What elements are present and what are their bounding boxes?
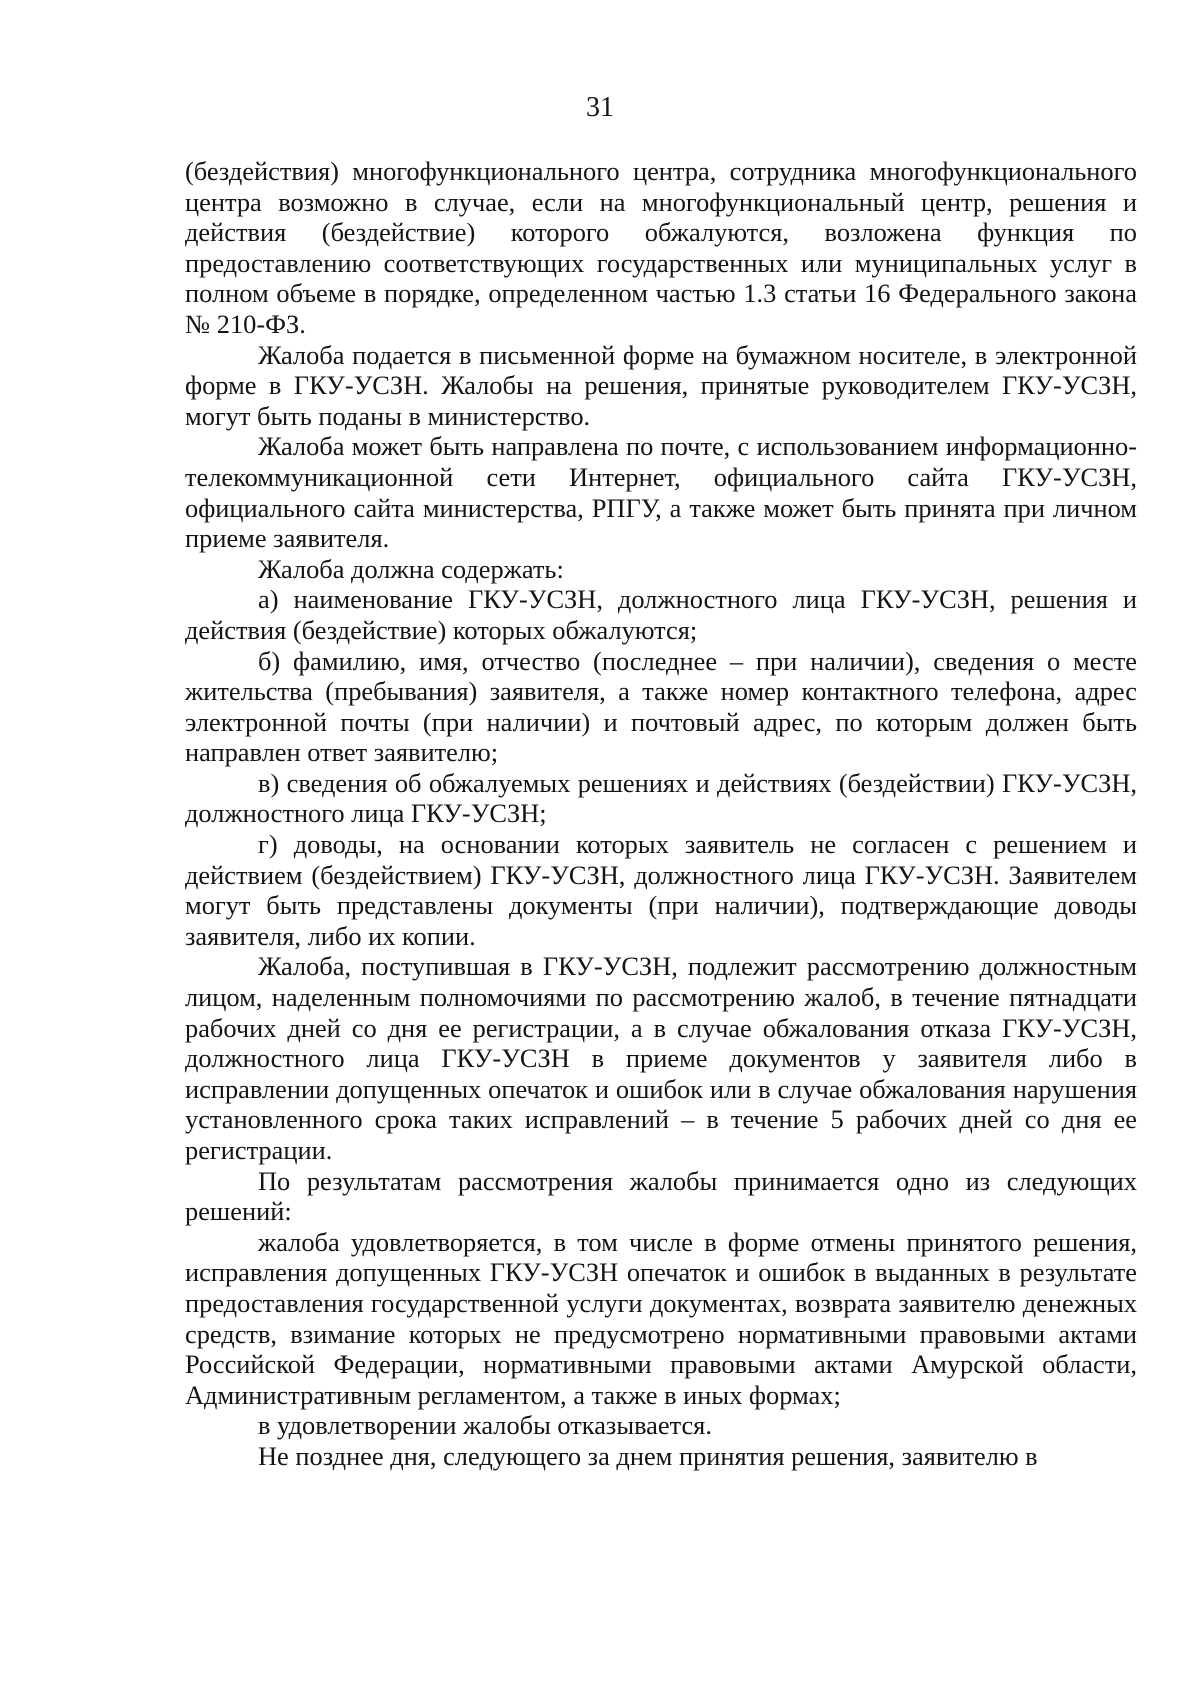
paragraph: Жалоба подается в письменной форме на бумажном носителе, в электронной форме в ГКУ-УСЗН. Жалобы на решения, принятые руководителем ГКУ-УСЗН, могут быть поданы в министерство. — [185, 339, 1137, 431]
paragraph: жалоба удовлетворяется, в том числе в форме отмены принятого решения, исправления допущенных ГКУ-УСЗН опечаток и ошибок в выданных в результате предоставления государственной услуги документах, возврата заявителю денежных средств, взимание которых не предусмотрено нормативными правовыми актами Российской Федерации, нормативными правовыми актами Амурской области, Административным регламентом, а также в иных формах; — [185, 1226, 1137, 1410]
paragraph: По результатам рассмотрения жалобы принимается одно из следующих решений: — [185, 1165, 1137, 1227]
paragraph: Жалоба может быть направлена по почте, с использованием информационно-телекоммуникационной сети Интернет, официального сайта ГКУ-УСЗН, официального сайта министерства, РПГУ, а также может быть принята при личном приеме заявителя. — [185, 431, 1137, 554]
page-number: 31 — [586, 92, 614, 123]
document-body — [185, 156, 1137, 1472]
paragraph: Жалоба должна содержать: — [258, 553, 564, 584]
paragraph: г) доводы, на основании которых заявитель не согласен с решением и действием (бездействием) ГКУ-УСЗН, должностного лица ГКУ-УСЗН. Заявителем могут быть представлены документы (при наличии), подтверждающие доводы заявителя, либо их копии. — [185, 829, 1137, 951]
paragraph: в) сведения об обжалуемых решениях и действиях (бездействии) ГКУ-УСЗН, должностного лица ГКУ-УСЗН; — [185, 767, 1137, 829]
paragraph: а) наименование ГКУ-УСЗН, должностного лица ГКУ-УСЗН, решения и действия (бездействие) которых обжалуются; — [185, 584, 1137, 645]
paragraph: Не позднее дня, следующего за днем принятия решения, заявителю в — [258, 1440, 1038, 1471]
paragraph: б) фамилию, имя, отчество (последнее – при наличии), сведения о месте жительства (пребывания) заявителя, а также номер контактного телефона, адрес электронной почты (при наличии) и почтовый адрес, по которым должен быть направлен ответ заявителю; — [185, 645, 1137, 768]
paragraph: (бездействия) многофункционального центра, сотрудника многофункционального центра возможно в случае, если на многофункциональный центр, решения и действия (бездействие) которого обжалуются, возложена функция по предоставлению соответствующих государственных или муниципальных услуг в полном объеме в порядке, определенном частью 1.3 статьи 16 Федерального закона № 210-ФЗ. — [185, 156, 1137, 339]
paragraph: Жалоба, поступившая в ГКУ-УСЗН, подлежит рассмотрению должностным лицом, наделенным полномочиями по рассмотрению жалоб, в течение пятнадцати рабочих дней со дня ее регистрации, а в случае обжалования отказа ГКУ-УСЗН, должностного лица ГКУ-УСЗН в приеме документов у заявителя либо в исправлении допущенных опечаток и ошибок или в случае обжалования нарушения установленного срока таких исправлений – в течение 5 рабочих дней со дня ее регистрации. — [185, 951, 1137, 1165]
paragraph: в удовлетворении жалобы отказывается. — [258, 1410, 712, 1441]
